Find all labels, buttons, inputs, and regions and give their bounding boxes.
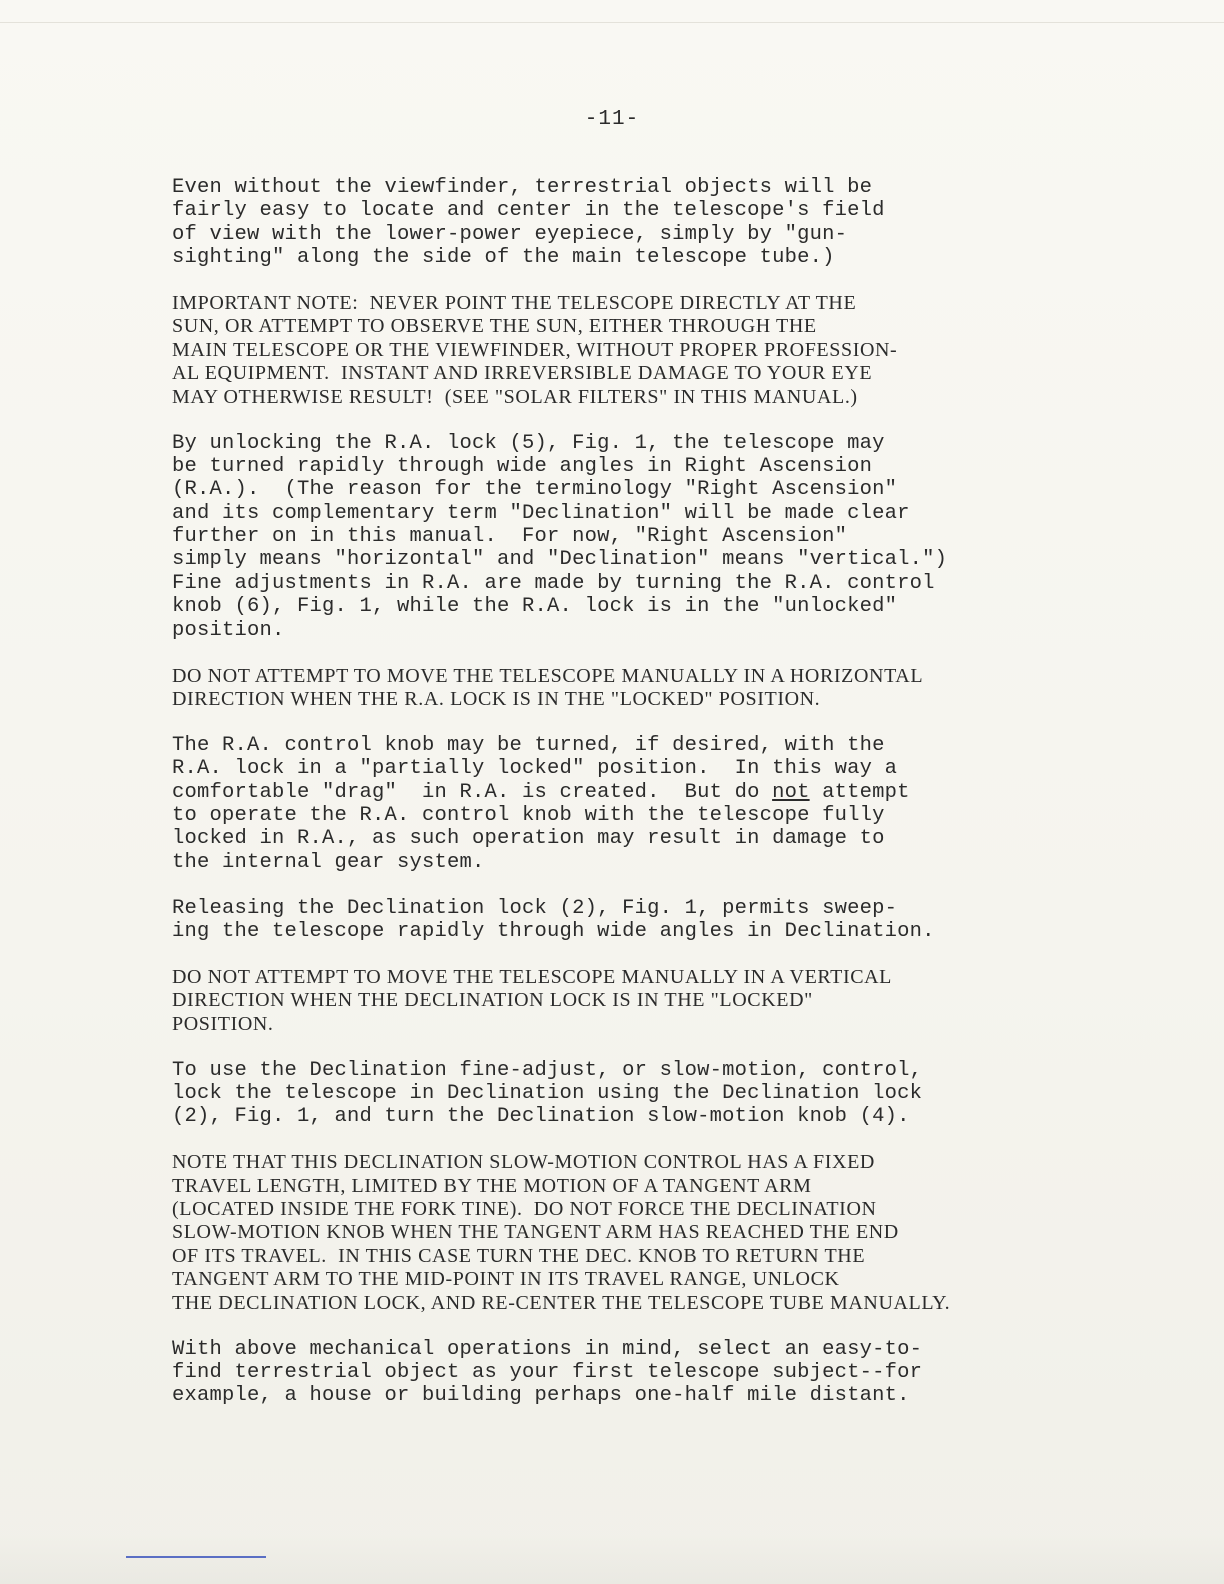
underlined-word: not <box>772 780 810 804</box>
body-text <box>172 176 1132 1430</box>
text-line: IMPORTANT NOTE: NEVER POINT THE TELESCOPE DIRECTLY AT THE <box>172 292 857 315</box>
text-line: (R.A.). (The reason for the terminology "Right Ascension" <box>172 478 898 502</box>
text-line: OF ITS TRAVEL. IN THIS CASE TURN THE DEC. KNOB TO RETURN THE <box>172 1244 866 1267</box>
paragraph <box>172 1338 1132 1408</box>
text-line: find terrestrial object as your first telescope subject--for <box>172 1360 923 1384</box>
text-line: ing the telescope rapidly through wide angles in Declination. <box>172 920 935 944</box>
paragraph <box>172 176 1132 270</box>
text-line: position. <box>172 618 285 642</box>
text-line: (2), Fig. 1, and turn the Declination slow-motion knob (4). <box>172 1105 910 1129</box>
text-line: to operate the R.A. control knob with the telescope fully <box>172 803 885 827</box>
text-line: NOTE THAT THIS DECLINATION SLOW-MOTION CONTROL HAS A FIXED <box>172 1151 875 1174</box>
text-line: R.A. lock in a "partially locked" position. In this way a <box>172 757 898 781</box>
paragraph <box>172 966 1132 1036</box>
text-line: sighting" along the side of the main telescope tube.) <box>172 246 835 270</box>
text-segment: comfortable "drag" in R.A. is created. But do <box>172 780 773 804</box>
paragraph <box>172 432 1132 643</box>
text-line: TANGENT ARM TO THE MID-POINT IN ITS TRAVEL RANGE, UNLOCK <box>172 1268 840 1291</box>
text-line: be turned rapidly through wide angles in Right Ascension <box>172 454 873 478</box>
paragraph <box>172 734 1132 874</box>
text-line: Releasing the Declination lock (2), Fig. 1, permits sweep- <box>172 896 898 920</box>
text-line: Even without the viewfinder, terrestrial objects will be <box>172 176 873 199</box>
text-line: SLOW-MOTION KNOB WHEN THE TANGENT ARM HAS REACHED THE END <box>172 1221 899 1244</box>
text-segment: attempt <box>809 780 910 804</box>
text-line: lock the telescope in Declination using the Declination lock <box>172 1082 923 1105</box>
paragraph <box>172 665 1132 712</box>
page-number: -11- <box>584 108 640 131</box>
text-line: MAY OTHERWISE RESULT! (SEE "SOLAR FILTERS" IN THIS MANUAL.) <box>172 385 858 408</box>
paragraph <box>172 292 1132 409</box>
text-line: To use the Declination fine-adjust, or slow-motion, control, <box>172 1058 923 1082</box>
text-line: MAIN TELESCOPE OR THE VIEWFINDER, WITHOUT PROPER PROFESSION- <box>172 338 898 361</box>
text-line: TRAVEL LENGTH, LIMITED BY THE MOTION OF A TANGENT ARM <box>172 1174 812 1197</box>
text-line: and its complementary term "Declination" will be made clear <box>172 501 910 525</box>
text-line: DIRECTION WHEN THE DECLINATION LOCK IS IN THE "LOCKED" <box>172 989 813 1012</box>
text-line: THE DECLINATION LOCK, AND RE-CENTER THE TELESCOPE TUBE MANUALLY. <box>172 1291 951 1314</box>
text-line: simply means "horizontal" and "Declination" means "vertical.") <box>172 548 948 572</box>
text-line: locked in R.A., as such operation may result in damage to <box>172 827 885 851</box>
text-line <box>172 781 1132 804</box>
text-line: further on in this manual. For now, "Right Ascension" <box>172 525 848 549</box>
text-line: By unlocking the R.A. lock (5), Fig. 1, the telescope may <box>172 431 885 455</box>
text-line: the internal gear system. <box>172 850 485 874</box>
text-line: DO NOT ATTEMPT TO MOVE THE TELESCOPE MANUALLY IN A HORIZONTAL <box>172 664 924 687</box>
text-line: With above mechanical operations in mind, select an easy-to- <box>172 1337 923 1361</box>
text-line: AL EQUIPMENT. INSTANT AND IRREVERSIBLE DAMAGE TO YOUR EYE <box>172 362 873 385</box>
scan-shadow <box>0 1534 1224 1584</box>
text-line: (LOCATED INSIDE THE FORK TINE). DO NOT FORCE THE DECLINATION <box>172 1198 877 1221</box>
page-top-edge <box>0 0 1224 23</box>
text-line: DIRECTION WHEN THE R.A. LOCK IS IN THE "LOCKED" POSITION. <box>172 687 821 710</box>
text-line: The R.A. control knob may be turned, if desired, with the <box>172 733 885 757</box>
text-line: POSITION. <box>172 1012 274 1035</box>
margin-mark <box>126 1556 266 1558</box>
text-line: fairly easy to locate and center in the telescope's field <box>172 199 885 223</box>
text-line: SUN, OR ATTEMPT TO OBSERVE THE SUN, EITHER THROUGH THE <box>172 315 817 338</box>
text-line: example, a house or building perhaps one-half mile distant. <box>172 1384 910 1408</box>
text-line: Fine adjustments in R.A. are made by turning the R.A. control <box>172 571 935 595</box>
paragraph <box>172 1151 1132 1315</box>
text-line: of view with the lower-power eyepiece, simply by "gun- <box>172 222 848 246</box>
paragraph <box>172 897 1132 944</box>
text-line: knob (6), Fig. 1, while the R.A. lock is in the "unlocked" <box>172 595 898 619</box>
text-line: DO NOT ATTEMPT TO MOVE THE TELESCOPE MANUALLY IN A VERTICAL <box>172 965 892 988</box>
paragraph <box>172 1059 1132 1129</box>
